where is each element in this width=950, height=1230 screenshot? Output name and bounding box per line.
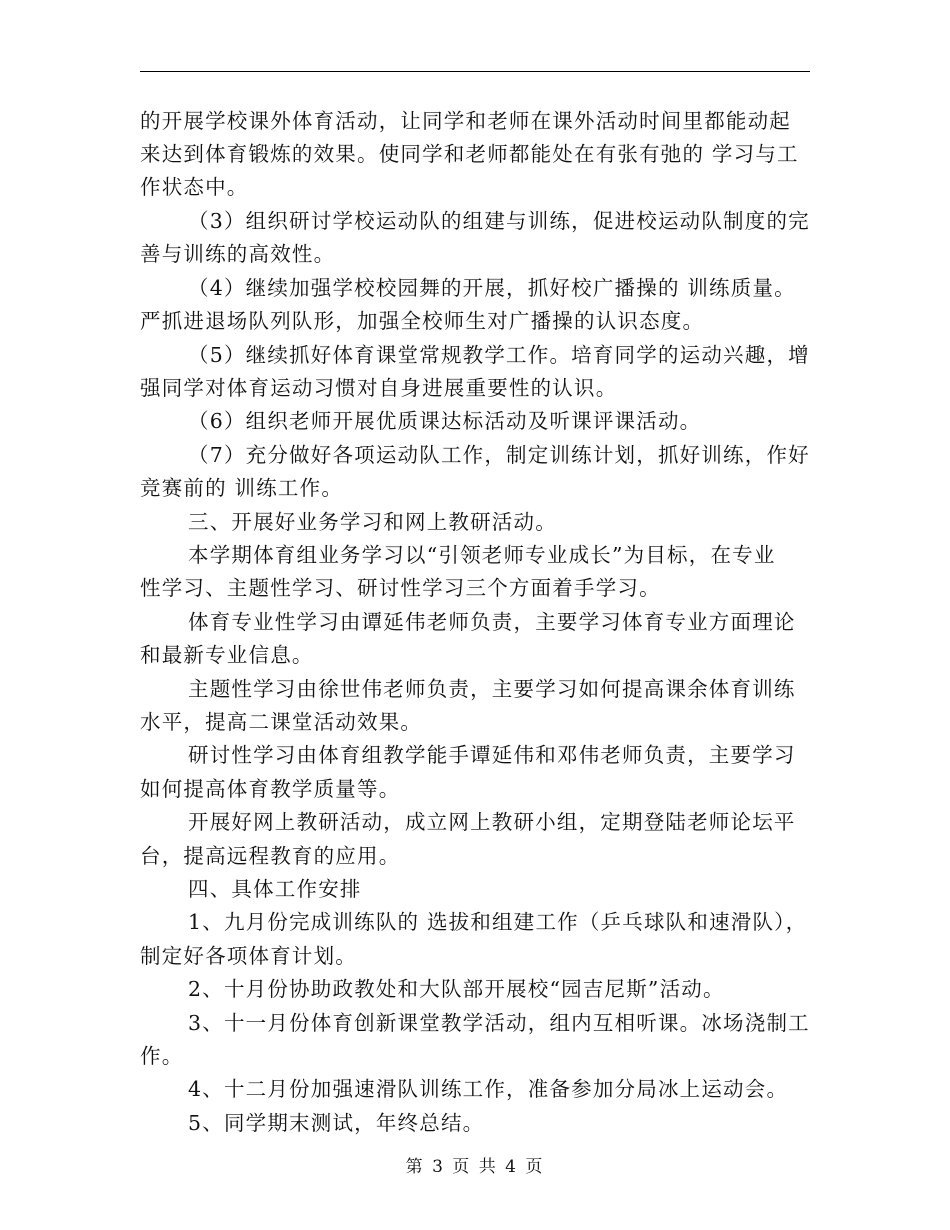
text-line: 体育专业性学习由谭延伟老师负责，主要学习体育专业方面理论	[188, 610, 796, 634]
text-line: 研讨性学习由体育组教学能手谭延伟和邓伟老师负责，主要学习	[188, 743, 796, 767]
text-line: （7）充分做好各项运动队工作，制定训练计划，抓好训练，作好	[188, 443, 810, 467]
text-line: （4）继续加强学校校园舞的开展，抓好校广播操的 训练质量。	[188, 276, 796, 300]
text-line: 强同学对体育运动习惯对自身进展重要性的认识。	[140, 376, 618, 400]
text-line: 4、十二月份加强速滑队训练工作，准备参加分局冰上运动会。	[188, 1077, 789, 1101]
text-line: 制定好各项体育计划。	[140, 944, 357, 968]
text-line: 竞赛前的 训练工作。	[140, 476, 344, 500]
text-line: 来达到体育锻炼的效果。使同学和老师都能处在有张有弛的 学习与工	[140, 142, 799, 166]
text-line: （6）组织老师开展优质课达标活动及听课评课活动。	[188, 409, 702, 433]
text-line: 作状态中。	[140, 175, 249, 199]
header-rule	[140, 71, 810, 72]
text-line: 作。	[140, 1044, 184, 1068]
text-line: 的开展学校课外体育活动，让同学和老师在课外活动时间里都能动起	[140, 109, 791, 133]
text-line: 2、十月份协助政教处和大队部开展校“园吉尼斯”活动。	[188, 977, 725, 1001]
text-line: 善与训练的高效性。	[140, 242, 336, 266]
text-line: 和最新专业信息。	[140, 643, 314, 667]
text-line: 1、九月份完成训练队的 选拔和组建工作（乒乓球队和速滑队），	[188, 910, 808, 934]
text-line: （3）组织研讨学校运动队的组建与训练，促进校运动队制度的完	[188, 209, 810, 233]
text-line: 3、十一月份体育创新课堂教学活动，组内互相听课。冰场浇制工	[188, 1011, 810, 1035]
page-number-footer: 第 3 页 共 4 页	[405, 1157, 545, 1177]
text-line: 台，提高远程教育的应用。	[140, 844, 401, 868]
text-line: 严抓进退场队列队形，加强全校师生对广播操的认识态度。	[140, 309, 705, 333]
text-line: 本学期体育组业务学习以“引领老师专业成长”为目标，在专业	[188, 543, 776, 567]
section-heading: 四、具体工作安排	[188, 877, 362, 901]
section-heading: 三、开展好业务学习和网上教研活动。	[188, 510, 557, 534]
text-line: 开展好网上教研活动，成立网上教研小组，定期登陆老师论坛平	[188, 810, 796, 834]
text-line: 性学习、主题性学习、研讨性学习三个方面着手学习。	[140, 576, 661, 600]
text-line: 主题性学习由徐世伟老师负责，主要学习如何提高课余体育训练	[188, 677, 796, 701]
text-line: 水平，提高二课堂活动效果。	[140, 710, 423, 734]
text-line: 5、同学期末测试，年终总结。	[188, 1111, 485, 1135]
text-line: 如何提高体育教学质量等。	[140, 777, 401, 801]
text-line: （5）继续抓好体育课堂常规教学工作。培育同学的运动兴趣，增	[188, 343, 810, 367]
